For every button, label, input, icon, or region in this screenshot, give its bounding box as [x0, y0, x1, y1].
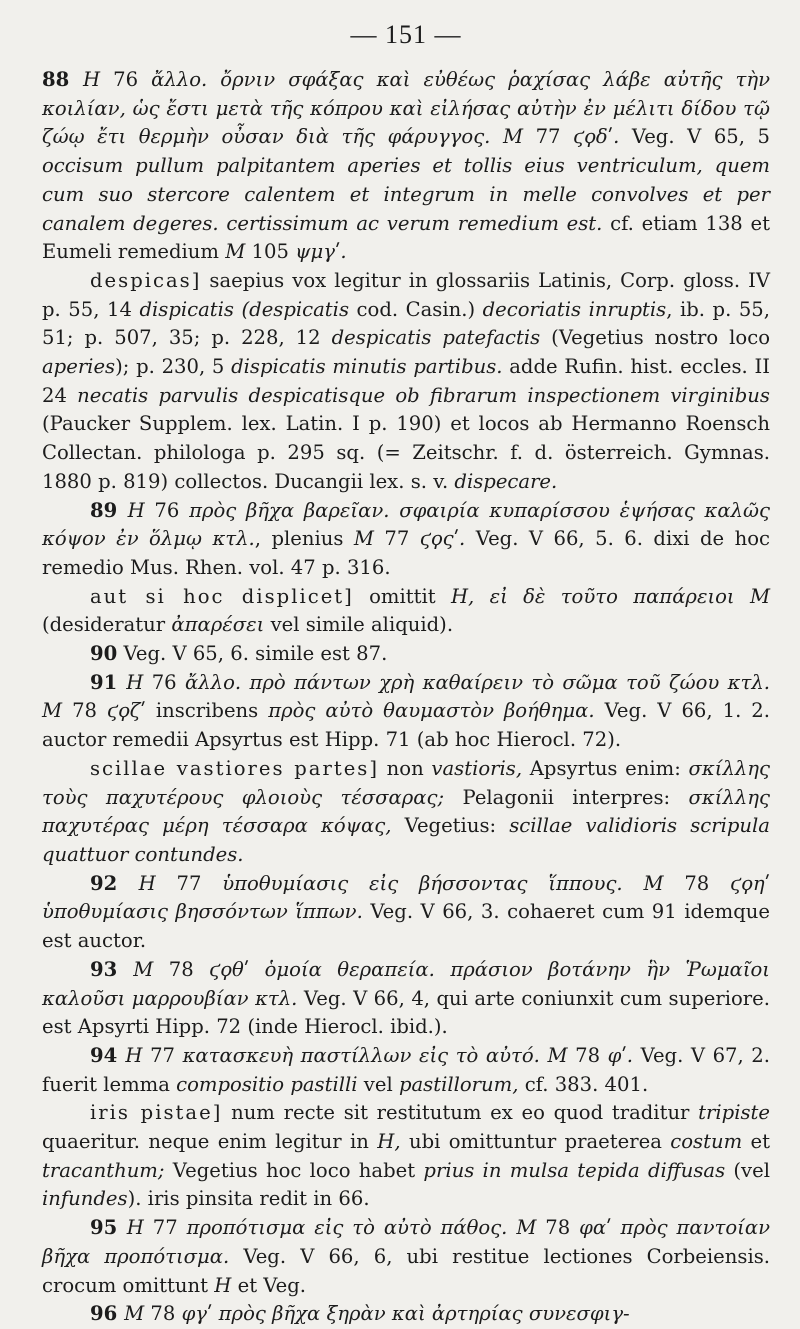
text-segment: φαʹ πρὸς παντοίαν βῆχα προπότισμα. [42, 1216, 770, 1268]
text-segment: M [502, 125, 524, 149]
commentary-paragraph [42, 870, 770, 956]
text-segment: Veg. V 66, 1. 2. auctor remedii Apsyrtus est Hipp. 71 (ab hoc Hierocl. 72). [42, 699, 770, 752]
text-segment: tracanthum; [42, 1158, 165, 1182]
text-segment: , ib. p. 55, 51; p. 507, 35; p. 228, 12 [42, 297, 770, 350]
text-segment: decoriatis inruptis [482, 297, 667, 321]
text-segment: infundes [42, 1187, 128, 1211]
text-segment: φʹ. [607, 1043, 634, 1067]
text-segment: vel [357, 1072, 399, 1096]
text-segment: 95 [90, 1216, 127, 1240]
text-segment: 93 [90, 957, 134, 981]
text-segment: costum [670, 1130, 743, 1154]
text-segment: prius in mulsa tepida diffusas [423, 1158, 726, 1182]
text-segment: tripiste [698, 1101, 770, 1125]
text-segment: 76 [143, 670, 185, 694]
text-segment [507, 1216, 516, 1239]
text-segment: (vel [725, 1158, 770, 1182]
text-segment: cf. etiam 138 et Eumeli remedium [42, 211, 770, 264]
text-segment: ἀπαρέσει [171, 613, 265, 637]
text-segment: 89 [90, 498, 128, 522]
text-segment: H [214, 1273, 232, 1297]
text-segment: ἄλλο. ὄρνιν σφάξας καὶ εὐθέως ῥαχίσας λάβε αὐτῆς τὴν κοιλίαν, ὡς ἔστι μετὰ τῆς κόπρου καὶ εἰλήσας αὐτὴν ἐν μέλιτι δίδου τῷ ζώῳ ἔτι θερμὴν οὖσαν διὰ τῆς φάρυγγος. [42, 68, 771, 149]
text-segment: σκίλλης τοὺς παχυτέρους φλοιοὺς τέσσαρας; [42, 756, 770, 809]
text-segment: 77 [373, 527, 420, 551]
text-segment: Vegetius hoc loco habet [164, 1158, 424, 1182]
text-segment: num recte sit restitutum ex eo quod traditur [222, 1101, 699, 1125]
text-segment: et Veg. [231, 1273, 307, 1297]
commentary-paragraph [42, 956, 770, 1042]
text-segment: inscribens [145, 699, 269, 723]
text-segment: scillae validioris scripula quattuor contundes. [42, 814, 770, 866]
commentary-paragraph [42, 669, 770, 755]
text-segment: 105 [245, 240, 296, 264]
text-segment: πρὸς βῆχα βαρεῖαν. σφαιρία κυπαρίσσου ἑψήσας καλῶς κόψον ἐν ὅλμῳ κτλ. [42, 498, 770, 551]
text-segment: vel simile aliquid). [264, 613, 454, 637]
text-segment: ἄλλο. πρὸ πάντων χρὴ καθαίρειν τὸ σῶμα τοῦ ζώου κτλ. [185, 670, 771, 694]
text-segment: M [547, 1043, 568, 1067]
text-segment: et [742, 1130, 770, 1154]
text-segment: saepius vox legitur in glossariis Latinis, Corp. gloss. IV p. 55, 14 [42, 268, 770, 321]
text-segment: Veg. V 66, 6, ubi restitue lectiones Corbeiensis. crocum omittunt [42, 1244, 770, 1297]
text-segment: ); p. 230, 5 [115, 355, 232, 379]
text-segment: H, [377, 1130, 401, 1154]
text-segment: Vegetius: [391, 814, 510, 838]
text-segment: H [138, 871, 156, 895]
text-segment: H, [450, 584, 475, 608]
text-segment: despicatis patefactis [331, 326, 541, 350]
text-segment: κατασκευὴ παστίλλων εἰς τὸ αὐτό. [182, 1043, 540, 1067]
text-segment: σκίλλης παχυτέρας μέρη τέσσαρα κόψας, [42, 785, 770, 838]
text-segment: Veg. V 65, 5 [619, 125, 770, 149]
text-segment: ϛϙςʹ. [419, 527, 466, 551]
text-segment [623, 872, 644, 895]
text-segment: Veg. V 65, 6. simile est 87. [117, 642, 388, 666]
text-segment: 88 [42, 68, 83, 91]
text-segment: Apsyrtus enim: [522, 756, 689, 780]
text-segment: despicas] [90, 268, 202, 292]
text-segment: aut si hoc displicet] [90, 584, 354, 608]
commentary-paragraph [42, 755, 770, 870]
text-segment: 77 [143, 1216, 187, 1240]
text-segment: Veg. V 66, 4, qui arte coniunxit cum superiore. est Apsyrti Hipp. 72 (inde Hierocl. ibid.). [42, 986, 770, 1039]
page-number: — 151 — [350, 20, 462, 49]
text-segment: M [643, 871, 664, 895]
text-segment: 94 [90, 1043, 126, 1067]
text-segment: M [124, 1302, 145, 1326]
commentary-paragraph [42, 1300, 770, 1329]
text-segment: ϛϙδʹ. [573, 125, 620, 149]
text-segment: Veg. V 66, 5. 6. dixi de hoc remedio Mus. Rhen. vol. 47 p. 316. [42, 527, 770, 579]
text-segment: vastioris, [431, 756, 523, 780]
text-segment: 77 [155, 871, 223, 895]
text-segment: ψμγʹ. [295, 240, 347, 264]
text-segment: (Vegetius nostro loco [540, 326, 770, 350]
commentary-paragraph [42, 1214, 770, 1300]
text-segment: cod. Casin.) [349, 297, 483, 321]
text-segment: ϛϙζʹ [107, 699, 146, 723]
text-segment: M [353, 527, 374, 551]
commentary-paragraph [42, 66, 770, 267]
text-segment: 77 [523, 125, 574, 149]
text-segment: 76 [100, 68, 152, 91]
commentary-text [42, 66, 770, 1329]
text-segment: aperies [42, 355, 116, 379]
text-segment: (Paucker Supplem. lex. Latin. I p. 190) et locos ab Hermanno Roensch Collectan. philologa p. 295 sq. (= Zeitschr. f. d. österreich. Gymnas. 1880 p. 819) collectos. Ducangii lex. s. v. [42, 412, 770, 493]
text-segment: 92 [90, 871, 139, 895]
text-segment: dispecare. [454, 469, 558, 493]
commentary-paragraph [42, 267, 770, 497]
text-segment: 78 [536, 1216, 580, 1240]
text-segment: 78 [663, 871, 731, 895]
text-segment: 91 [90, 670, 127, 694]
text-segment: 77 [142, 1043, 183, 1067]
text-segment: non [379, 756, 432, 780]
text-segment: M [133, 957, 154, 981]
text-segment: 78 [144, 1302, 182, 1326]
text-segment: (desideratur [42, 613, 172, 637]
text-segment: M [749, 584, 771, 608]
text-segment: προπότισμα εἰς τὸ αὐτὸ πάθος. [186, 1216, 508, 1240]
text-segment: M [225, 240, 246, 264]
text-segment: quaeritur. neque enim legitur in [42, 1130, 378, 1154]
text-segment: iris pistae] [90, 1101, 223, 1125]
text-segment: 78 [153, 957, 210, 981]
text-segment: Pelagonii interpres: [444, 785, 689, 809]
text-segment: 76 [144, 498, 190, 522]
text-segment: 78 [62, 699, 108, 723]
text-segment: ϛϙηʹ [730, 871, 771, 895]
text-segment: necatis parvulis despicatisque ob fibrarum inspectionem virginibus [77, 383, 770, 407]
text-segment: ὑποθυμίασις εἰς βήσσοντας ἵππους. [222, 871, 623, 895]
commentary-paragraph [42, 1099, 770, 1214]
text-segment: ubi omittuntur praeterea [400, 1130, 671, 1154]
text-segment: H [126, 670, 144, 694]
text-segment: φγʹ πρὸς βῆχα ξηρὰν καὶ ἀρτηρίας συνεσφιγ- [181, 1302, 630, 1326]
text-segment: Veg. V 66, 3. cohaeret cum 91 idemque est auctor. [42, 900, 770, 953]
commentary-paragraph [42, 583, 770, 640]
text-segment: H [126, 1216, 144, 1240]
text-segment: pastillorum, [398, 1072, 519, 1096]
text-segment: scillae vastiores partes] [90, 756, 379, 780]
text-segment: compositio pastilli [176, 1072, 358, 1096]
commentary-paragraph [42, 497, 770, 583]
text-segment: εἰ δὲ τοῦτο παπάρειοι [489, 584, 735, 608]
text-segment: omittit [353, 584, 451, 608]
text-segment: ὑποθυμίασις βησσόντων ἵππων. [42, 900, 363, 924]
text-segment: 78 [567, 1043, 608, 1067]
commentary-paragraph [42, 640, 770, 669]
text-segment: H [127, 498, 145, 522]
text-segment: H [125, 1043, 143, 1067]
text-segment: occisum pullum palpitantem aperies et tollis eius ventriculum, quem cum suo stercore calentem et integrum in melle convolves et per canalem degeres. certissimum ac verum remedium est. [42, 154, 770, 235]
text-segment [474, 585, 489, 608]
commentary-paragraph [42, 1042, 770, 1099]
text-segment: Veg. V 67, 2. fuerit lemma [42, 1043, 771, 1096]
text-segment: cf. 383. 401. [518, 1072, 649, 1096]
text-segment [735, 585, 750, 608]
text-segment: , plenius [254, 527, 354, 551]
text-segment: M [42, 699, 63, 723]
text-segment: M [516, 1216, 537, 1240]
text-segment: ). iris pinsita redit in 66. [127, 1187, 370, 1211]
text-segment: dispicatis minutis partibus. [231, 355, 503, 379]
text-segment: dispicatis (despicatis [139, 297, 350, 321]
text-segment [490, 125, 503, 148]
text-segment: πρὸς αὐτὸ θαυμαστὸν βοήθημα. [268, 699, 595, 723]
text-segment: H [82, 68, 101, 91]
text-segment: ϛϙθʹ ὁμοία θεραπεία. πράσιον βοτάνην ἣν Ῥωμαῖοι καλοῦσι μαρρουβίαν κτλ. [42, 957, 770, 1010]
text-segment: adde Rufin. hist. eccles. II 24 [42, 355, 770, 407]
text-segment: 96 [90, 1302, 125, 1326]
text-segment: 90 [90, 642, 118, 666]
